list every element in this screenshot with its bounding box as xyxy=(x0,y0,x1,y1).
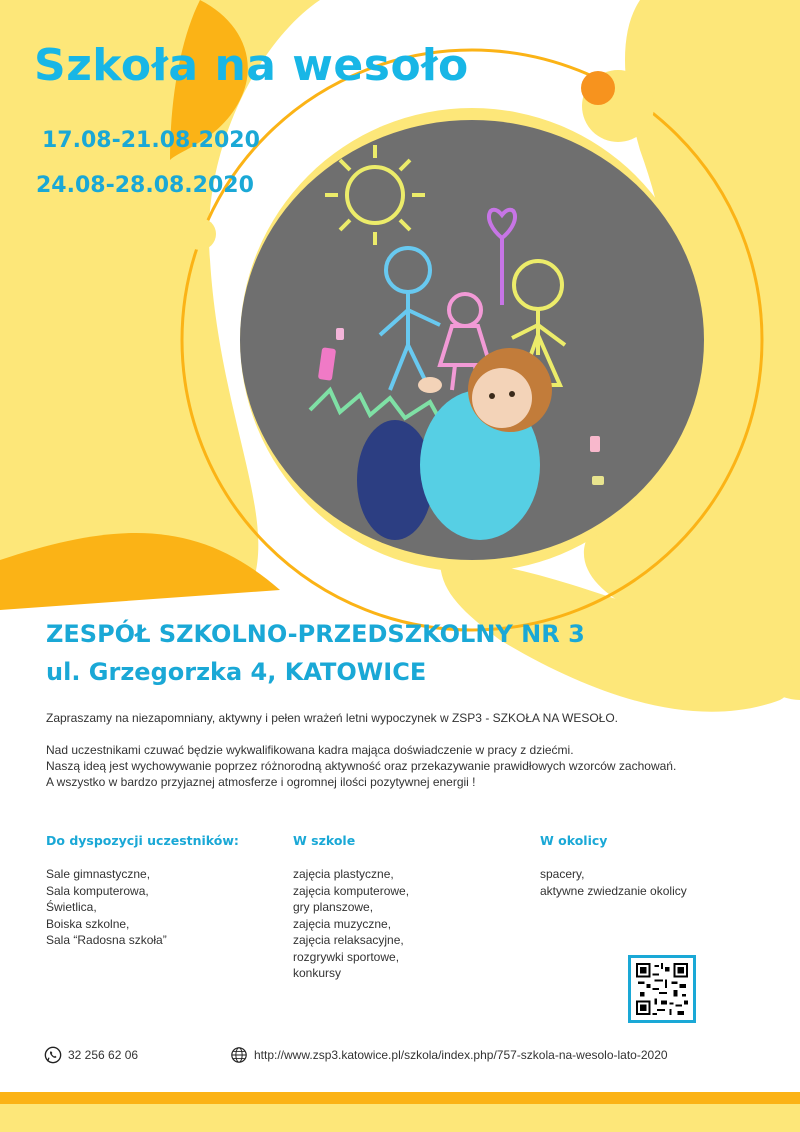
list-item: zajęcia plastyczne, xyxy=(293,867,394,881)
list-item: konkursy xyxy=(293,966,342,980)
list-item: zajęcia relaksacyjne, xyxy=(293,933,404,947)
list-item: Świetlica, xyxy=(46,900,97,914)
nearby-activities-heading: W okolicy xyxy=(540,833,608,848)
school-activities-heading: W szkole xyxy=(293,833,356,848)
qr-code-icon xyxy=(636,963,688,1015)
nearby-activities-column xyxy=(540,833,687,899)
intro-text xyxy=(46,710,746,790)
list-item: Boiska szkolne, xyxy=(46,916,130,931)
list-item: aktywne zwiedzanie okolicy xyxy=(540,883,687,898)
list-item: rozgrywki sportowe, xyxy=(293,949,400,964)
list-item: gry planszowe, xyxy=(293,900,374,914)
contact-website[interactable] xyxy=(230,1046,668,1064)
list-item: Sale gimnastyczne, xyxy=(46,867,151,881)
list-item: Sala “Radosna szkoła” xyxy=(46,933,167,947)
page-title: Szkoła na wesoło xyxy=(34,40,469,91)
list-item: zajęcia muzyczne, xyxy=(293,916,392,931)
globe-icon xyxy=(230,1046,248,1064)
date-range-2: 24.08-28.08.2020 xyxy=(36,173,254,198)
intro-line: Naszą ideą jest wychowywanie poprzez różnorodną aktywność oraz przekazywanie prawidłowych wzorców zachowań. xyxy=(46,759,677,773)
address: ul. Grzegorzka 4, KATOWICE xyxy=(46,658,427,686)
hero-photo xyxy=(240,120,705,560)
phone-icon xyxy=(44,1046,62,1064)
list-item: spacery, xyxy=(540,867,585,881)
facilities-heading: Do dyspozycji uczestników: xyxy=(46,833,239,848)
intro-line: Nad uczestnikami czuwać będzie wykwalifikowana kadra mająca doświadczenie w pracy z dziećmi. xyxy=(46,743,574,757)
list-item: Sala komputerowa, xyxy=(46,883,149,898)
website-link[interactable]: http://www.zsp3.katowice.pl/szkola/index.php/757-szkola-na-wesolo-lato-2020 xyxy=(254,1048,668,1062)
facilities-column xyxy=(46,833,239,949)
list-item: zajęcia komputerowe, xyxy=(293,883,410,898)
school-activities-column xyxy=(293,833,409,982)
contact-phone[interactable] xyxy=(44,1046,138,1064)
intro-line: A wszystko w bardzo przyjaznej atmosferze i ogromnej ilości pozytywnej energii ! xyxy=(46,775,476,789)
footer-bar-yellow xyxy=(0,1104,800,1132)
qr-code[interactable] xyxy=(628,955,696,1023)
date-range-1: 17.08-21.08.2020 xyxy=(42,128,260,153)
organization-name: ZESPÓŁ SZKOLNO-PRZEDSZKOLNY NR 3 xyxy=(46,620,585,648)
phone-number: 32 256 62 06 xyxy=(68,1048,139,1062)
footer-bar-orange xyxy=(0,1092,800,1104)
intro-lead: Zapraszamy na niezapomniany, aktywny i pełen wrażeń letni wypoczynek w ZSP3 - SZKOŁA NA WESOŁO. xyxy=(46,711,619,725)
